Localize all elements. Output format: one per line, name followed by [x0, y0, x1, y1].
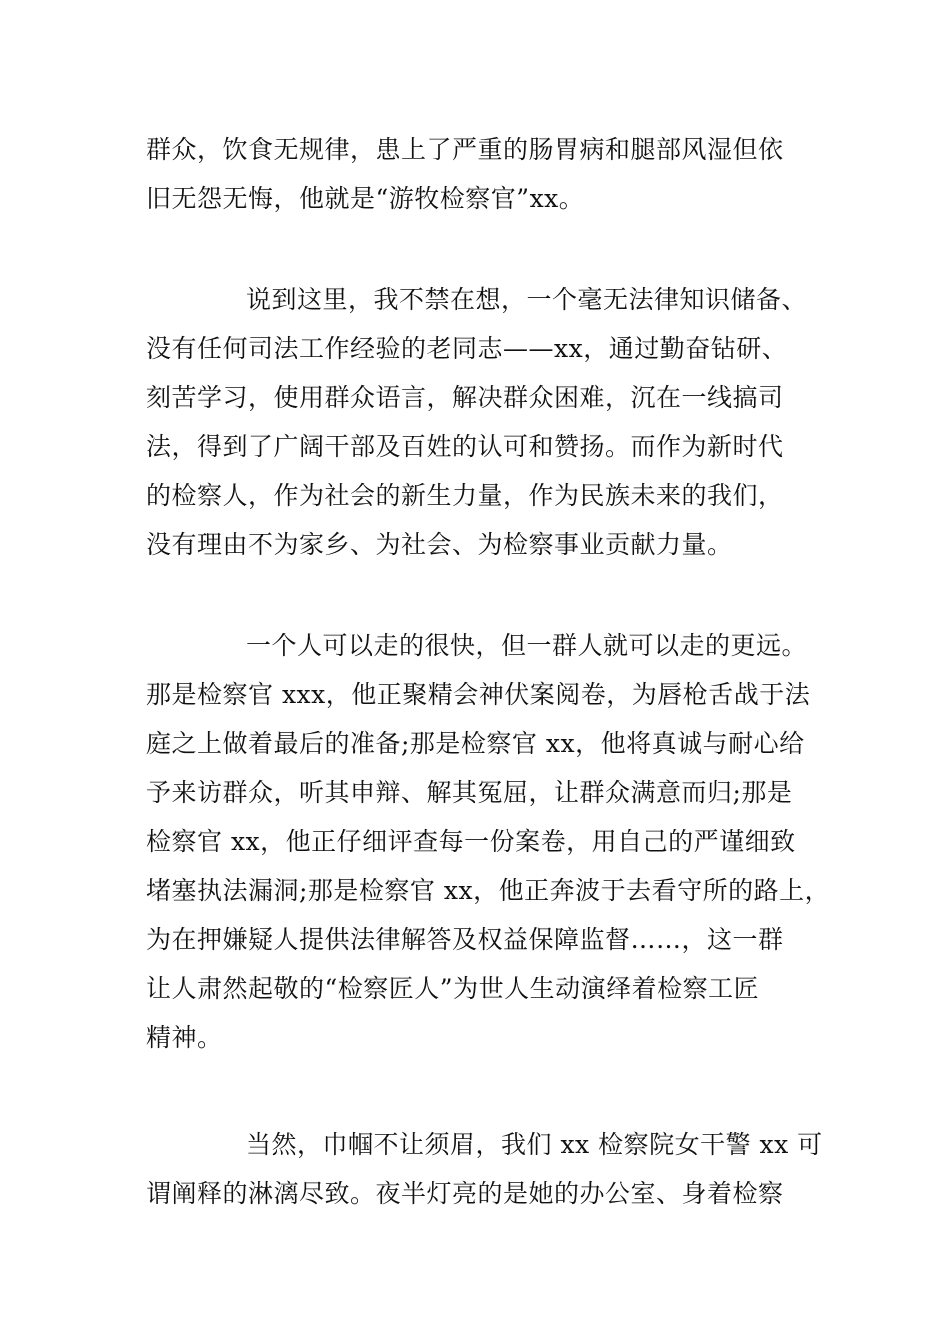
- paragraph-4-line-2: 谓阐释的淋漓尽致。夜半灯亮的是她的办公室、身着检察: [146, 1179, 784, 1208]
- paragraph-2-line-2: 没有任何司法工作经验的老同志——xx，通过勤奋钻研、: [146, 334, 788, 363]
- paragraph-1-line-1: 群众，饮食无规律，患上了严重的肠胃病和腿部风湿但依: [146, 135, 784, 164]
- paragraph-3-line-2: 那是检察官 xxx，他正聚精会神伏案阅卷，为唇枪舌战于法: [146, 680, 811, 709]
- paragraph-3-line-8: 让人肃然起敬的“检察匠人”为世人生动演绎着检察工匠: [146, 974, 760, 1003]
- paragraph-3-line-1: 一个人可以走的很快，但一群人就可以走的更远。: [246, 631, 808, 660]
- paragraph-3-line-6: 堵塞执法漏洞;那是检察官 xx，他正奔波于去看守所的路上，: [146, 876, 831, 905]
- paragraph-2-line-5: 的检察人，作为社会的新生力量，作为民族未来的我们，: [146, 481, 784, 510]
- paragraph-1-line-2: 旧无怨无悔，他就是“游牧检察官”xx。: [146, 184, 585, 213]
- paragraph-2-line-1: 说到这里，我不禁在想，一个毫无法律知识储备、: [246, 285, 808, 314]
- paragraph-2-line-6: 没有理由不为家乡、为社会、为检察事业贡献力量。: [146, 530, 733, 559]
- paragraph-2-line-3: 刻苦学习，使用群众语言，解决群众困难，沉在一线搞司: [146, 383, 784, 412]
- paragraph-4-line-1: 当然，巾帼不让须眉，我们 xx 检察院女干警 xx 可: [246, 1130, 823, 1159]
- paragraph-3-line-3: 庭之上做着最后的准备;那是检察官 xx，他将真诚与耐心给: [146, 729, 805, 758]
- paragraph-3-line-7: 为在押嫌疑人提供法律解答及权益保障监督……，这一群: [146, 925, 784, 954]
- paragraph-3-line-9: 精神。: [146, 1023, 223, 1052]
- paragraph-3-line-4: 予来访群众，听其申辩、解其冤屈，让群众满意而归;那是: [146, 778, 793, 807]
- paragraph-3-line-5: 检察官 xx，他正仔细评查每一份案卷，用自己的严谨细致: [146, 827, 796, 856]
- paragraph-2-line-4: 法，得到了广阔干部及百姓的认可和赞扬。而作为新时代: [146, 432, 784, 461]
